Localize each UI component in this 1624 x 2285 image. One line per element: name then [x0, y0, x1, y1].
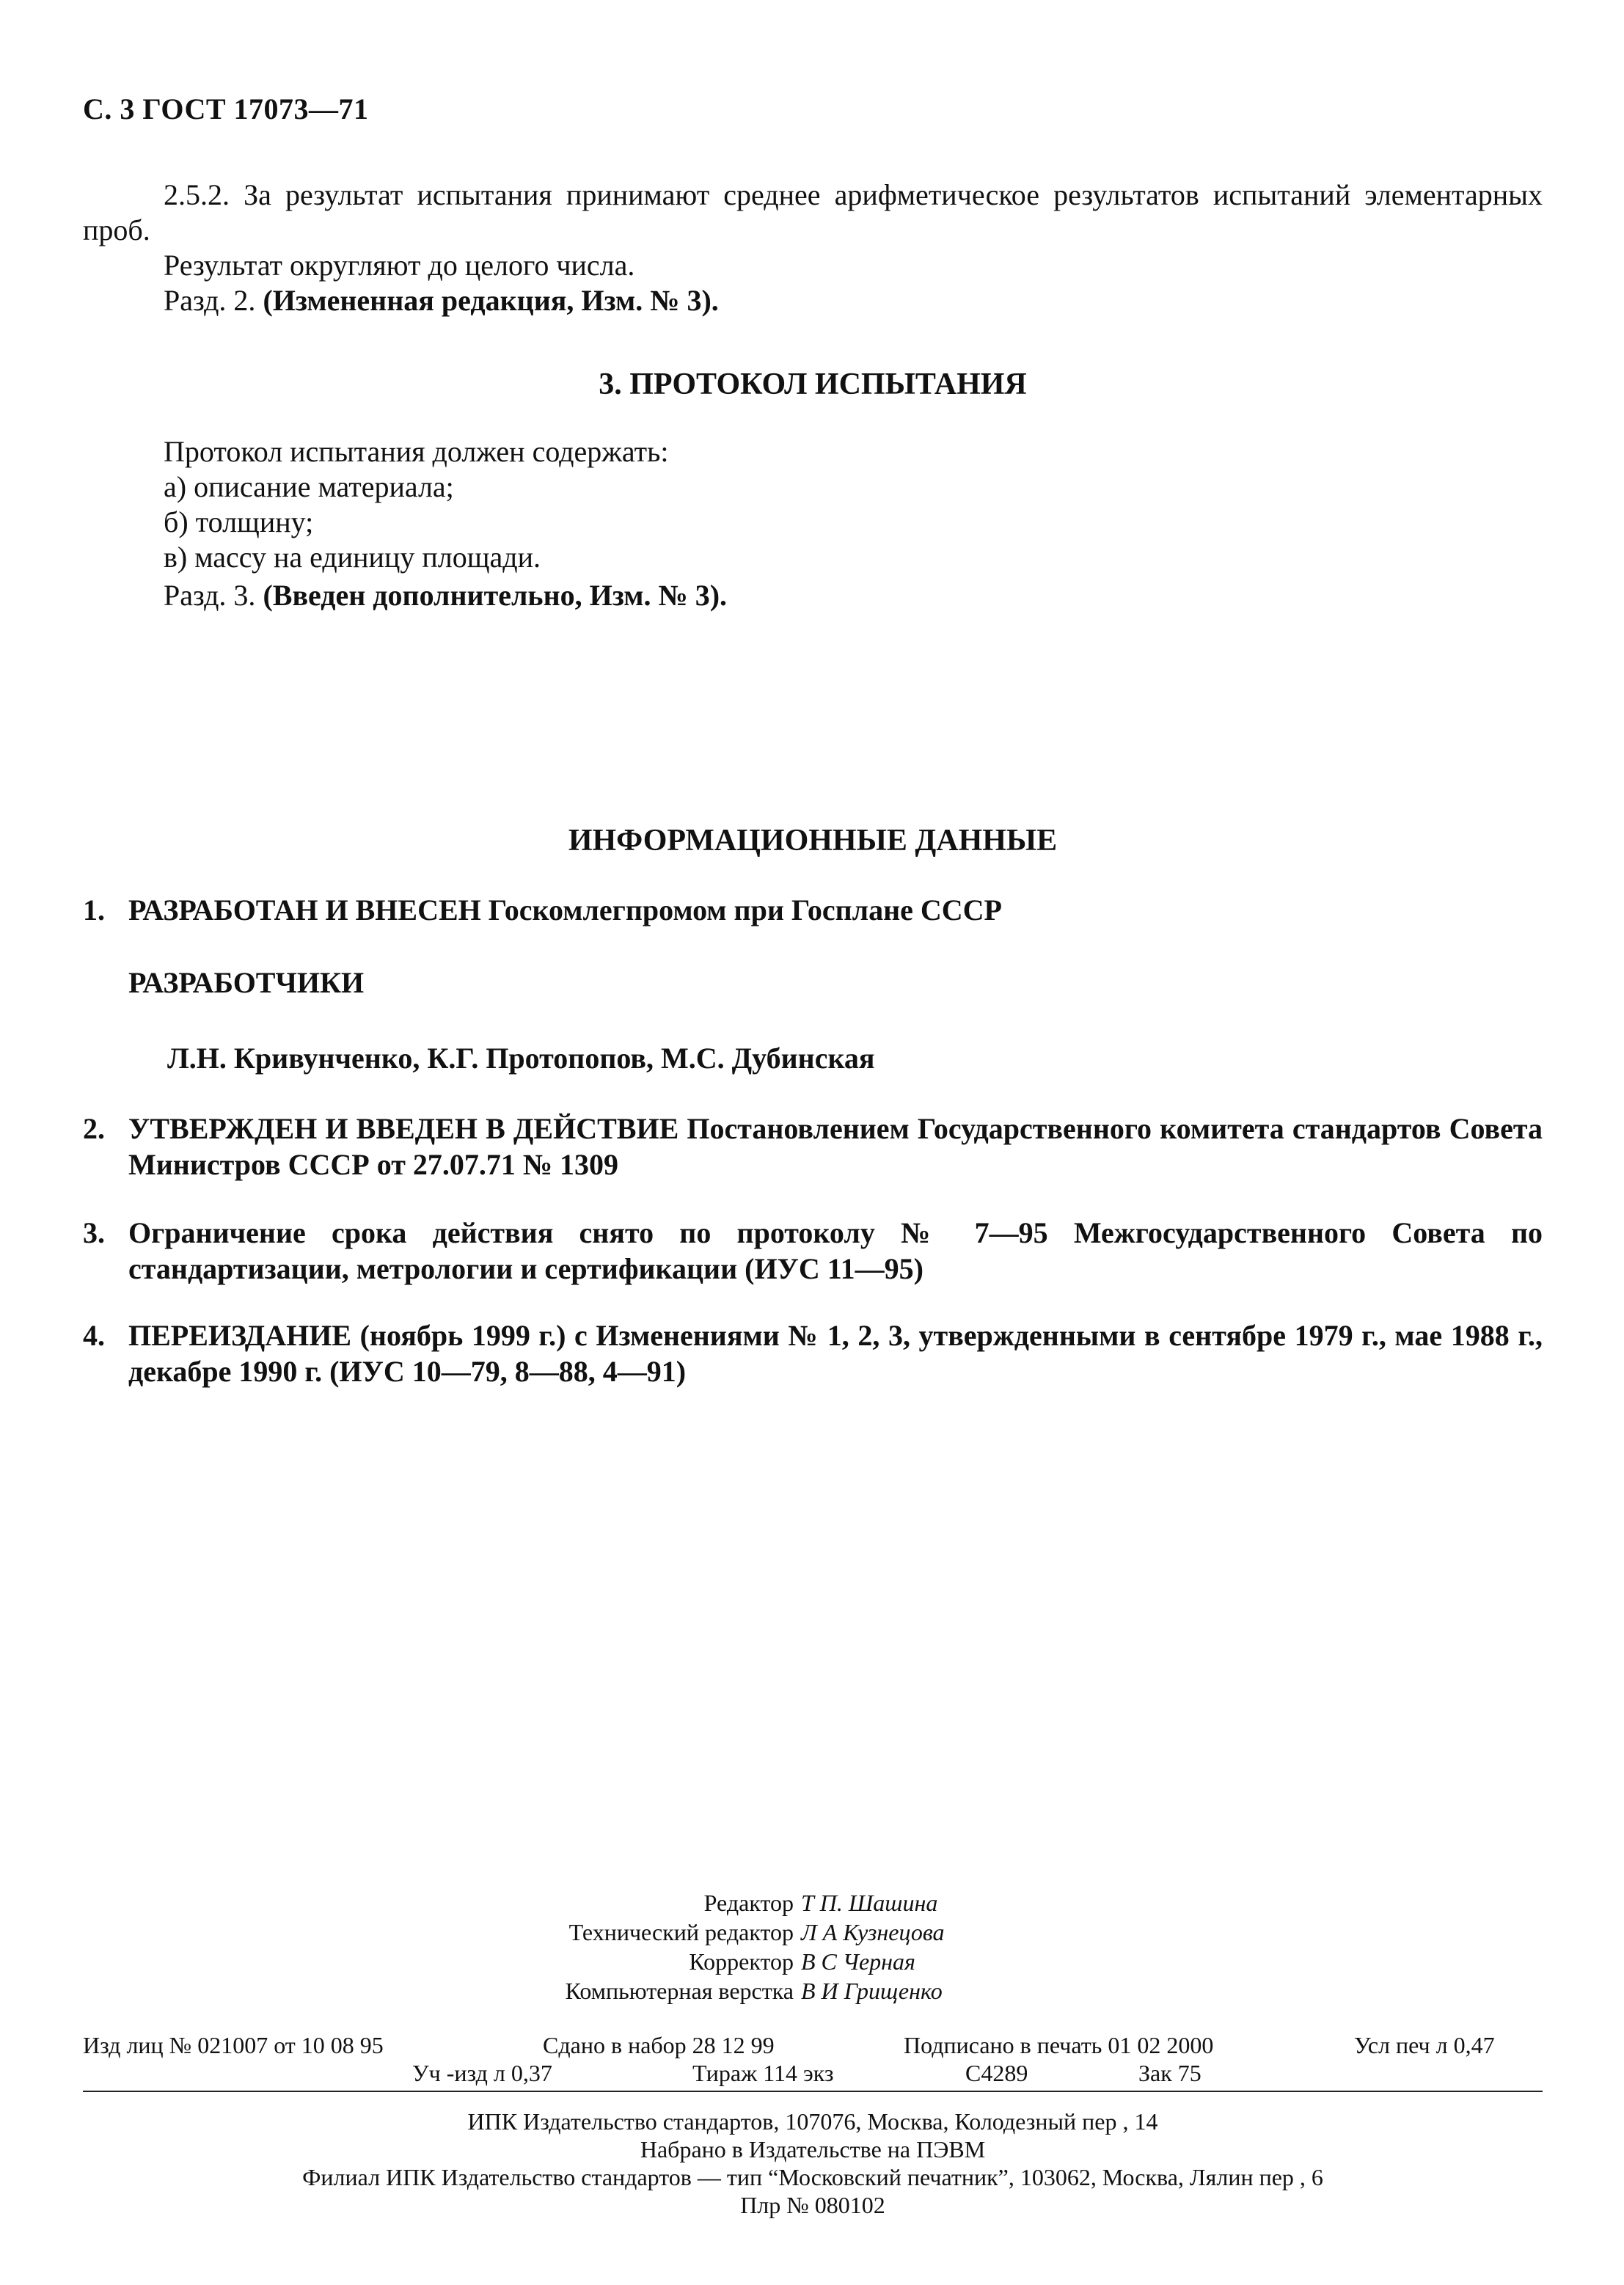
- item-text: РАЗРАБОТАН И ВНЕСЕН Госкомлегпромом при Госплане СССР: [128, 893, 1002, 926]
- credit-editor-label: Редактор: [703, 1890, 794, 1916]
- clause-2-5-2: 2.5.2. За результат испытания принимают среднее арифметическое результатов испытаний элементарных проб.: [83, 178, 1543, 246]
- credit-layout: В И Грищенко: [801, 1978, 943, 2004]
- amendment-bold: (Измененная редакция, Изм. № 3).: [263, 284, 719, 317]
- publisher-line-2: Набрано в Издательстве на ПЭВМ: [640, 2136, 986, 2162]
- developers-heading: РАЗРАБОТЧИКИ: [128, 966, 365, 999]
- item-number: 1.: [83, 893, 105, 926]
- info-item-4: [83, 1317, 1543, 1389]
- info-title: ИНФОРМАЦИОННЫЕ ДАННЫЕ: [568, 824, 1058, 858]
- section-2-amendment-note: [164, 283, 719, 318]
- credit-corrector-label: Корректор: [689, 1948, 794, 1975]
- item-number: 3.: [83, 1216, 105, 1249]
- imprint-run: Тираж 114 экз: [692, 2060, 834, 2086]
- amendment-prefix: Разд. 3.: [164, 579, 263, 612]
- protocol-intro: Протокол испытания должен содержать:: [164, 435, 669, 468]
- credit-tech-editor-label: Технический редактор: [568, 1919, 794, 1945]
- credit-editor: Т П. Шашина: [801, 1890, 938, 1916]
- publisher-line-4: Плр № 080102: [740, 2192, 885, 2218]
- imprint-order: Зак 75: [1138, 2060, 1201, 2086]
- section-3-title: 3. ПРОТОКОЛ ИСПЫТАНИЯ: [599, 368, 1027, 401]
- page-header: С. 3 ГОСТ 17073—71: [83, 92, 369, 125]
- credit-tech-editor: Л А Кузнецова: [801, 1919, 945, 1945]
- item-number: 2.: [83, 1112, 105, 1145]
- item-text: ПЕРЕИЗДАНИЕ (ноябрь 1999 г.) с Изменениями № 1, 2, 3, утвержденными в сентябре 1979 г., мае 1988 г., декабре 1990 г. (ИУС 10—79, 8—88, 4—91): [128, 1319, 1543, 1388]
- rounding-note: Результат округляют до целого числа.: [164, 249, 635, 282]
- imprint-typeset: Сдано в набор 28 12 99: [543, 2032, 775, 2058]
- info-item-3: [83, 1215, 1543, 1287]
- amendment-bold: (Введен дополнительно, Изм. № 3).: [263, 579, 728, 612]
- imprint-license: Изд лиц № 021007 от 10 08 95: [83, 2032, 384, 2058]
- credit-layout-label: Компьютерная верстка: [565, 1978, 794, 2004]
- imprint-signed: Подписано в печать 01 02 2000: [904, 2032, 1214, 2058]
- amendment-prefix: Разд. 2.: [164, 284, 263, 317]
- imprint-divider: [83, 2091, 1543, 2092]
- publisher-line-1: ИПК Издательство стандартов, 107076, Москва, Колодезный пер , 14: [467, 2108, 1158, 2135]
- credit-corrector: В С Черная: [801, 1948, 915, 1975]
- protocol-item-c: в) массу на единицу площади.: [164, 541, 541, 574]
- developers-list: Л.Н. Кривунченко, К.Г. Протопопов, М.С. Дубинская: [167, 1042, 875, 1075]
- protocol-item-a: а) описание материала;: [164, 470, 454, 503]
- item-text: УТВЕРЖДЕН И ВВЕДЕН В ДЕЙСТВИЕ Постановлением Государственного комитета стандартов Совета Министров СССР от 27.07.71 № 1309: [128, 1112, 1543, 1181]
- imprint-print-sheets: Усл печ л 0,47: [1354, 2032, 1495, 2058]
- item-number: 4.: [83, 1319, 105, 1352]
- protocol-item-b: б) толщину;: [164, 505, 314, 538]
- imprint-pub-sheets: Уч -изд л 0,37: [412, 2060, 552, 2086]
- item-text: Ограничение срока действия снято по протоколу № 7—95 Межгосударственного Совета по стандартизации, метрологии и сертификации (ИУС 11—95): [128, 1216, 1543, 1285]
- section-3-amendment-note: [164, 578, 727, 613]
- info-item-2: [83, 1111, 1543, 1182]
- publisher-line-3: Филиал ИПК Издательство стандартов — тип “Московский печатник”, 103062, Москва, Лялин пер , 6: [302, 2164, 1323, 2190]
- imprint-code: С4289: [965, 2060, 1028, 2086]
- info-item-1: [83, 892, 1543, 928]
